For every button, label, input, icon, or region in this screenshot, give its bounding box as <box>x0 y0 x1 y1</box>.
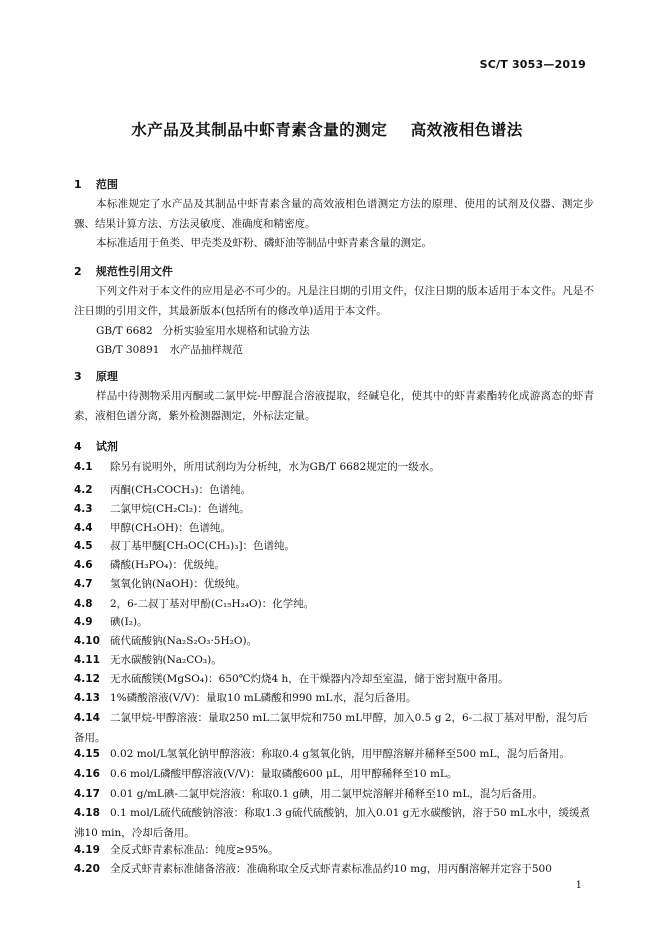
section-3-heading <box>74 368 118 384</box>
item-number: 4.4 <box>74 522 93 534</box>
item-number: 4.5 <box>74 540 93 552</box>
reagent-item <box>74 651 596 671</box>
reagent-item <box>74 670 596 690</box>
item-text: 二氯甲烷-甲醇溶液：量取250 mL二氯甲烷和750 mL甲醇，加入0.5 g 2，6-二叔丁基对甲酚，混匀后备用。 <box>74 712 588 744</box>
item-text: 1%磷酸溶液(V/V)：量取10 mL磷酸和990 mL水，混匀后备用。 <box>110 692 417 704</box>
item-text: 丙酮(CH₃COCH₃)：色谱纯。 <box>110 484 252 496</box>
item-text: 硫代硫酸钠(Na₂S₂O₃·5H₂O)。 <box>110 635 258 647</box>
reagent-item <box>74 709 596 748</box>
item-number: 4.12 <box>74 673 100 685</box>
item-number: 4.3 <box>74 503 93 515</box>
item-number: 4.6 <box>74 559 93 571</box>
item-text: 2，6-二叔丁基对甲酚(C₁₅H₂₄O)：化学纯。 <box>110 598 315 610</box>
item-text: 叔丁基甲醚[CH₃OC(CH₃)₃]：色谱纯。 <box>110 540 296 552</box>
reagent-item <box>74 860 596 880</box>
item-text: 甲醇(CH₃OH)：色谱纯。 <box>110 522 231 534</box>
section-1-paragraph-1: 本标准规定了水产品及其制品中虾青素含量的高效液相色谱测定方法的原理、使用的试剂及仪器、测定步骤、结果计算方法、方法灵敏度、准确度和精密度。 <box>74 198 594 230</box>
section-number: 3 <box>74 370 82 383</box>
section-title: 规范性引用文件 <box>95 265 173 278</box>
item-number: 4.13 <box>74 692 100 704</box>
item-text: 0.6 mol/L磷酸甲醇溶液(V/V)：量取磷酸600 μL，用甲醇稀释至10 mL。 <box>110 768 458 780</box>
item-text: 0.1 mol/L硫代硫酸钠溶液：称取1.3 g硫代硫酸钠，加入0.01 g无水碳酸钠，溶于50 mL水中，缓缓煮沸10 min，冷却后备用。 <box>74 807 591 839</box>
item-text: 氢氧化钠(NaOH)：优级纯。 <box>110 578 246 590</box>
section-number: 2 <box>74 265 82 278</box>
item-number: 4.15 <box>74 748 100 760</box>
reagent-item <box>74 765 596 785</box>
item-number: 4.20 <box>74 863 100 875</box>
reagent-item <box>74 613 596 633</box>
reagent-item <box>74 804 596 843</box>
reagent-item <box>74 556 596 576</box>
section-title: 原理 <box>95 370 118 383</box>
normative-reference: GB/T 30891 水产品抽样规范 <box>96 344 243 356</box>
reagent-item <box>74 500 596 520</box>
item-text: 碘(I₂)。 <box>110 616 148 628</box>
document-title: 水产品及其制品中虾青素含量的测定 高效液相色谱法 <box>131 121 523 139</box>
reagent-item <box>74 632 596 652</box>
reagent-item <box>74 595 596 615</box>
section-3-paragraph-1: 样品中待测物采用丙酮或二氯甲烷-甲醇混合溶液提取，经碱皂化，使其中的虾青素酯转化成游离态的虾青素，液相色谱分离，紫外检测器测定，外标法定量。 <box>74 390 594 422</box>
page-number: 1 <box>575 880 582 891</box>
reagent-item <box>74 689 596 709</box>
item-text: 二氯甲烷(CH₂Cl₂)：色谱纯。 <box>110 503 250 515</box>
reagent-item <box>74 575 596 595</box>
item-text: 无水硫酸镁(MgSO₄)：650℃灼烧4 h，在干燥器内冷却至室温，储于密封瓶中备用。 <box>110 673 509 685</box>
item-text: 0.01 g/mL碘-二氯甲烷溶液：称取0.1 g碘，用二氯甲烷溶解并稀释至10 mL，混匀后备用。 <box>110 788 543 800</box>
item-number: 4.18 <box>74 807 100 819</box>
item-number: 4.16 <box>74 768 100 780</box>
reagent-item <box>74 458 596 478</box>
item-number: 4.17 <box>74 788 100 800</box>
item-number: 4.7 <box>74 578 93 590</box>
item-number: 4.11 <box>74 654 100 666</box>
section-1-paragraph-2: 本标准适用于鱼类、甲壳类及虾粉、磷虾油等制品中虾青素含量的测定。 <box>96 237 432 249</box>
reagent-item <box>74 519 596 539</box>
section-2-paragraph-1: 下列文件对于本文件的应用是必不可少的。凡是注日期的引用文件，仅注日期的版本适用于本文件。凡是不注日期的引用文件，其最新版本(包括所有的修改单)适用于本文件。 <box>74 285 594 317</box>
reagent-item <box>74 537 596 557</box>
item-text: 除另有说明外，所用试剂均为分析纯，水为GB/T 6682规定的一级水。 <box>110 461 440 473</box>
item-number: 4.2 <box>74 484 93 496</box>
item-text: 磷酸(H₃PO₄)：优级纯。 <box>110 559 225 571</box>
item-number: 4.8 <box>74 598 93 610</box>
item-number: 4.14 <box>74 712 100 724</box>
reagent-item <box>74 841 596 861</box>
item-text: 0.02 mol/L氢氧化钠甲醇溶液：称取0.4 g氢氧化钠，用甲醇溶解并稀释至500 mL，混匀后备用。 <box>110 748 570 760</box>
section-title: 试剂 <box>95 440 118 453</box>
section-title: 范围 <box>95 178 118 191</box>
section-4-heading <box>74 438 118 454</box>
item-text: 无水碳酸钠(Na₂CO₃)。 <box>110 654 222 666</box>
item-number: 4.19 <box>74 844 100 856</box>
item-number: 4.1 <box>74 461 93 473</box>
item-text: 全反式虾青素标准品：纯度≥95%。 <box>110 844 279 856</box>
standard-code: SC/T 3053—2019 <box>479 58 586 71</box>
section-number: 1 <box>74 178 82 191</box>
reagent-item <box>74 745 596 765</box>
normative-reference: GB/T 6682 分析实验室用水规格和试验方法 <box>96 325 310 337</box>
section-number: 4 <box>74 440 82 453</box>
item-number: 4.10 <box>74 635 100 647</box>
reagent-item <box>74 481 596 501</box>
item-number: 4.9 <box>74 616 93 628</box>
reagent-item <box>74 785 596 805</box>
section-2-heading <box>74 263 173 279</box>
item-text: 全反式虾青素标准储备溶液：准确称取全反式虾青素标准品约10 mg，用丙酮溶解并定容于500 <box>110 863 552 875</box>
section-1-heading <box>74 176 118 192</box>
